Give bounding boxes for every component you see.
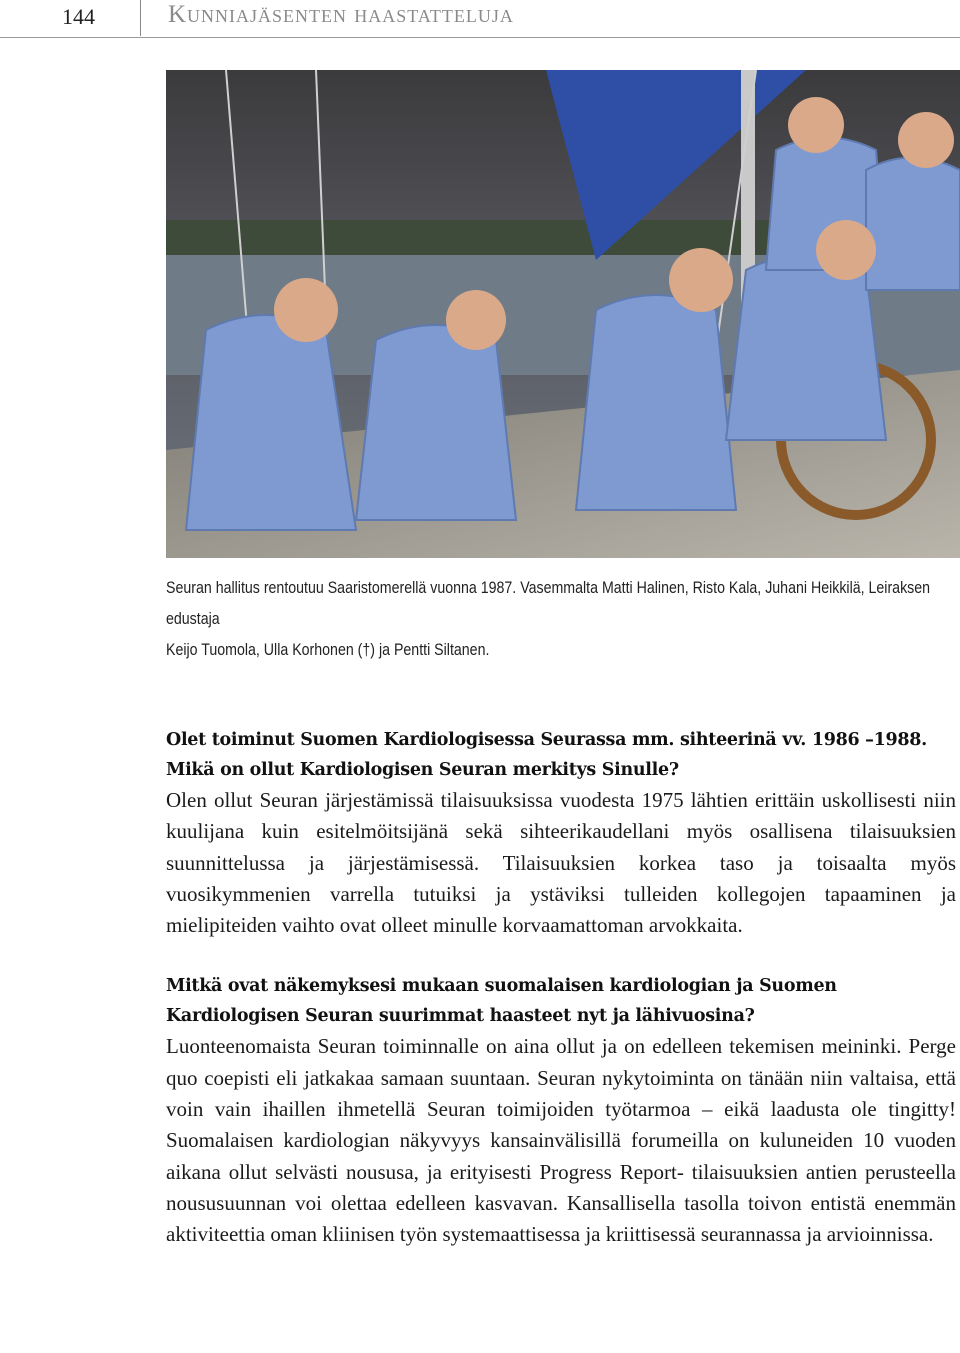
caption-line: Seuran hallitus rentoutuu Saaristomerellä vuonna 1987. Vasemmalta Matti Halinen, Risto Kala, Juhani Heikkilä, Leiraksen edustaja [166,579,931,628]
page-header [0,0,960,40]
photo-illustration [166,70,960,558]
running-head: Kunniajäsenten haastatteluja [168,1,514,28]
page-number: 144 [62,4,95,29]
caption-line: Keijo Tuomola, Ulla Korhonen (†) ja Pentti Siltanen. [166,641,490,659]
answer-2: Luonteenomaista Seuran toiminnalle on aina ollut ja on edelleen tekemisen meininki. Perge quo coepisti eli jatkakaa samaan suuntaan. Seuran nykytoiminta on tänään niin valtaisa, että voin vain ihaillen ihmetellä Seuran toimijoiden työtarmoa – eikä laadusta ole tingitty! Suomalaisen kardiologian näkyvyys kansainvälisillä forumeilla on kuluneiden 10 vuoden aikana ollut selvästi noususa, ja erityisesti Progress Report- tilaisuuksien antien perusteella noususuunnan voi olettaa edelleen kasvavan. Kansallisella tasolla toivon entistä enemmän aktiviteettia oman kliinisen työn systemaattisessa ja kriittisessä seurannassa ja arvioinnissa. [166,1034,956,1247]
photo-caption [166,573,940,666]
header-rule [0,37,960,38]
group-photo [166,70,960,558]
header-divider [140,0,141,36]
answer-1: Olen ollut Seuran järjestämissä tilaisuuksissa vuodesta 1975 lähtien erittäin uskollisesti niin kuulijana kuin esitelmöitsijänä sekä sihteerikaudellani myös osallisena tilaisuuksien suunnittelussa ja järjestämisessä. Tilaisuuksien korkea taso ja toisaalta myös vuosikymmenien varrella tutuiksi ja ystäviksi tulleiden kollegojen tapaaminen ja mielipiteiden vaihto ovat olleet minulle korvaamattoman arvokkaita. [166,788,956,938]
interview-body [166,725,956,1251]
question-2: Mitkä ovat näkemyksesi mukaan suomalaisen kardiologian ja Suomen Kardiologisen Seuran suurimmat haasteet nyt ja lähivuosina? [166,976,837,1027]
question-1: Olet toiminut Suomen Kardiologisessa Seurassa mm. sihteerinä vv. 1986 –1988. Mikä on ollut Kardiologisen Seuran merkitys Sinulle? [166,730,927,780]
